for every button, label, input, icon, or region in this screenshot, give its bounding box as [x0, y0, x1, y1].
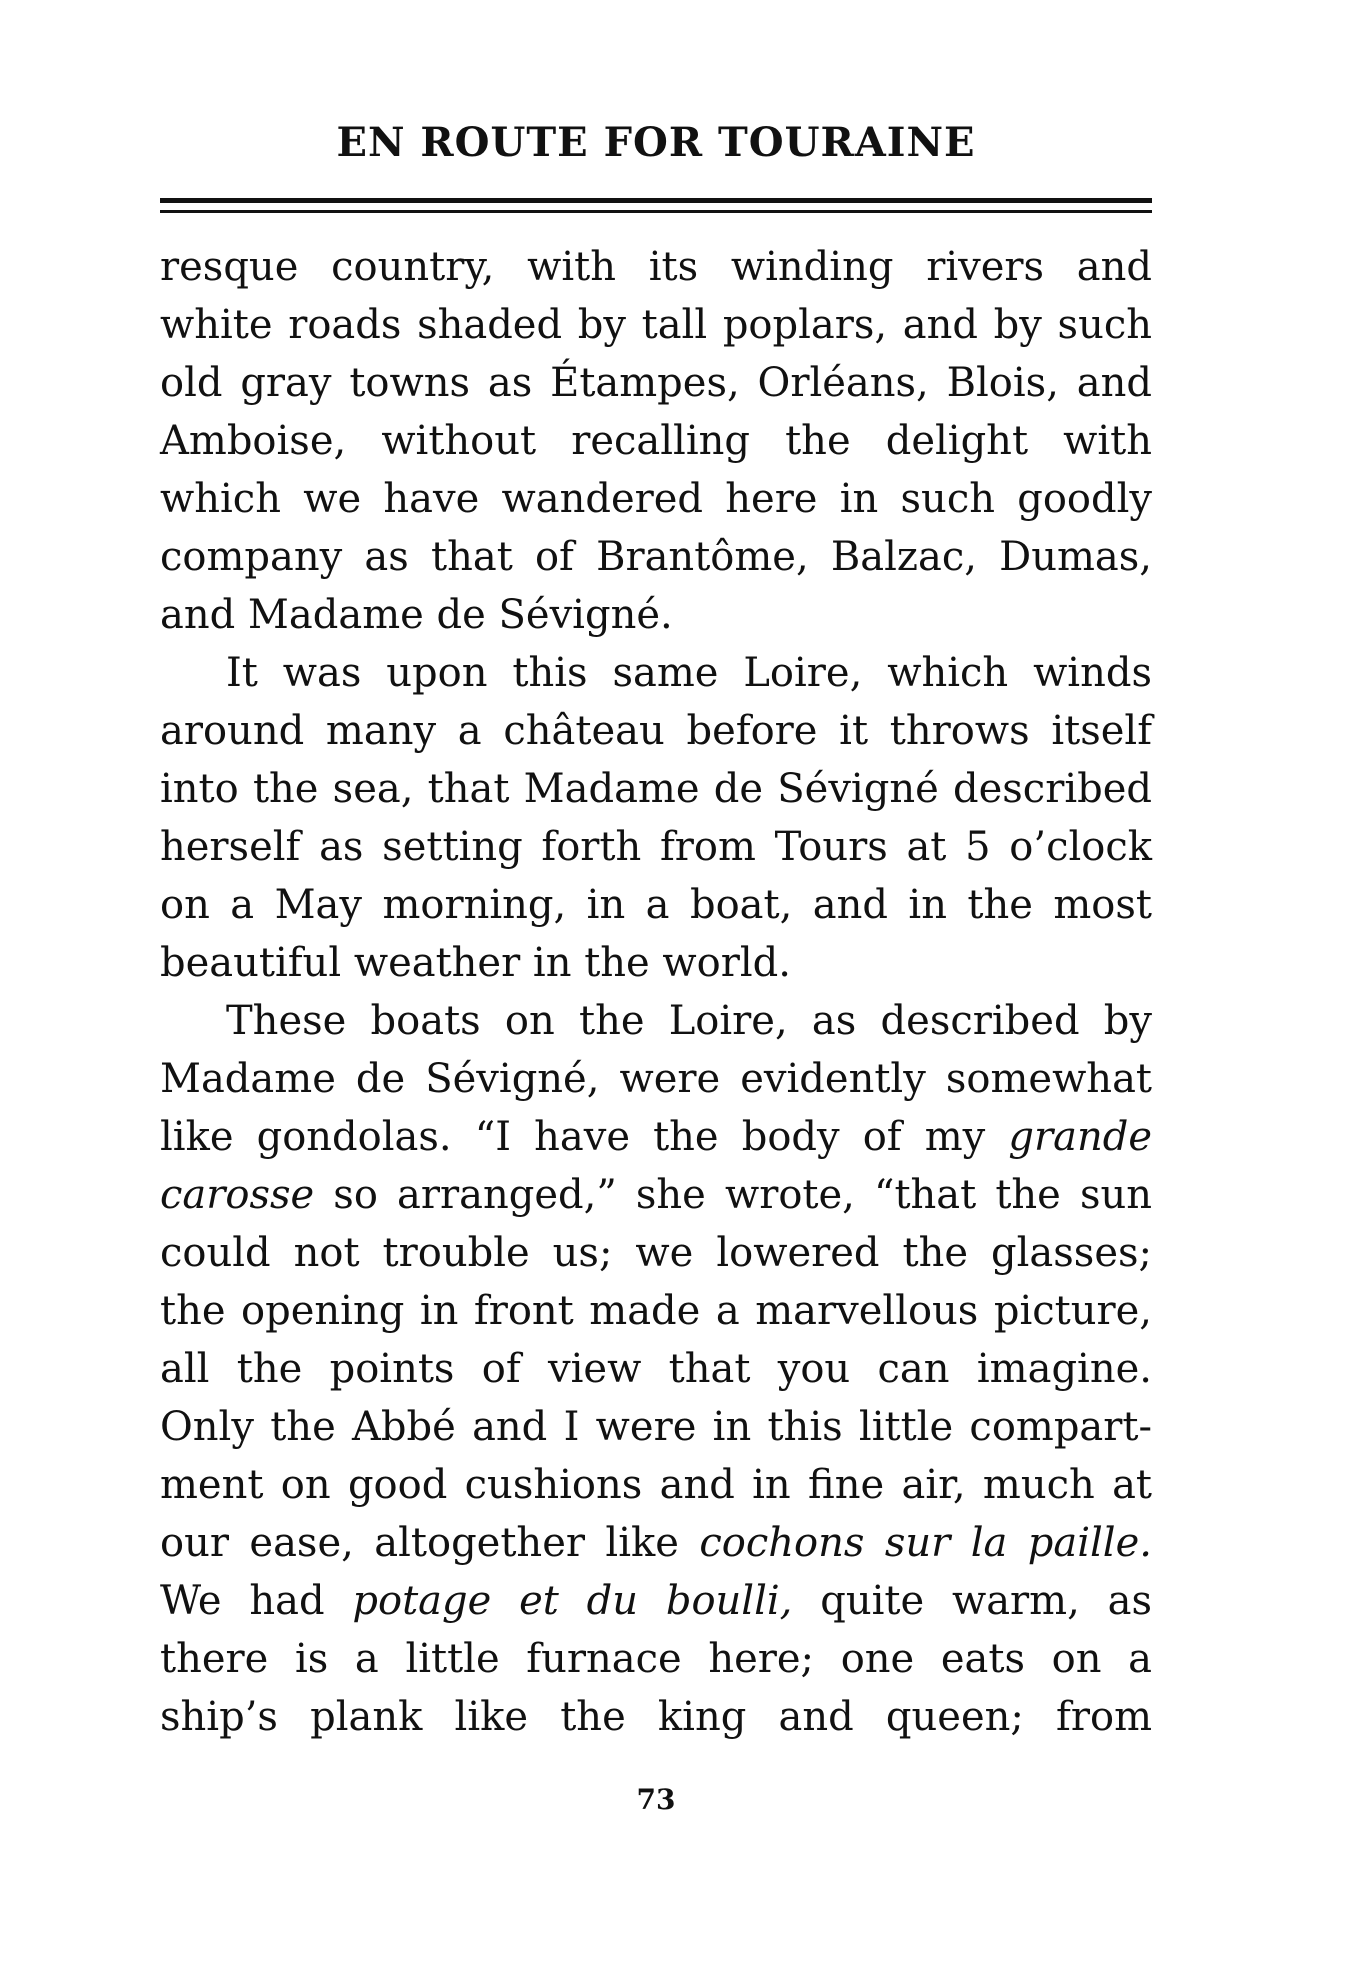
italic-phrase: carosse: [160, 1172, 315, 1218]
text-line: These boats on the Loire, as described by: [226, 998, 1152, 1044]
page-number: 73: [636, 1783, 676, 1816]
text-line: [160, 1514, 1152, 1572]
italic-phrase: grande: [1008, 1114, 1152, 1160]
text-line: beautiful weather in the world.: [160, 940, 791, 986]
text-line: on a May morning, in a boat, and in the most: [160, 882, 1152, 928]
text-line: there is a little furnace here; one eats on a: [160, 1636, 1152, 1682]
running-head: EN ROUTE FOR TOURAINE: [336, 119, 976, 166]
text-run: like gondolas. “I have the body of my: [160, 1114, 1009, 1160]
text-line: into the sea, that Madame de Sévigné described: [160, 766, 1152, 812]
text-line: resque country, with its winding rivers and: [160, 244, 1152, 290]
text-line: [160, 1166, 1152, 1224]
text-line: Madame de Sévigné, were evidently somewhat: [160, 1056, 1152, 1102]
text-line: white roads shaded by tall poplars, and by such: [160, 302, 1152, 348]
text-line: could not trouble us; we lowered the glasses;: [160, 1230, 1152, 1276]
text-run: our ease, altogether like: [160, 1520, 700, 1566]
text-line: all the points of view that you can imagine.: [160, 1346, 1152, 1392]
text-line: old gray towns as Étampes, Orléans, Blois, and: [160, 360, 1152, 406]
text-line: and Madame de Sévigné.: [160, 592, 673, 638]
text-run: We had: [160, 1578, 353, 1624]
text-line: [160, 1572, 1152, 1630]
text-line: Only the Abbé and I were in this little compart-: [160, 1404, 1152, 1450]
text-line: ment on good cushions and in fine air, much at: [160, 1462, 1152, 1508]
text-line: [160, 1108, 1152, 1166]
text-line: ship’s plank like the king and queen; from: [160, 1694, 1152, 1740]
text-line: It was upon this same Loire, which winds: [226, 650, 1152, 696]
text-line: herself as setting forth from Tours at 5 o’clock: [160, 824, 1152, 870]
italic-phrase: cochons sur la paille.: [699, 1520, 1152, 1566]
text-line: the opening in front made a marvellous picture,: [160, 1288, 1152, 1334]
text-line: around many a château before it throws itself: [160, 708, 1152, 754]
text-run: quite warm, as: [792, 1578, 1153, 1624]
header-rule-thick: [160, 198, 1152, 203]
text-line: Amboise, without recalling the delight with: [160, 418, 1152, 464]
text-line: company as that of Brantôme, Balzac, Dumas,: [160, 534, 1152, 580]
text-run: so arranged,” she wrote, “that the sun: [314, 1172, 1152, 1218]
italic-phrase: potage et du boulli,: [352, 1578, 793, 1624]
body-text: [160, 238, 1152, 1746]
header-rule-thin: [160, 210, 1152, 213]
text-line: which we have wandered here in such goodly: [160, 476, 1152, 522]
